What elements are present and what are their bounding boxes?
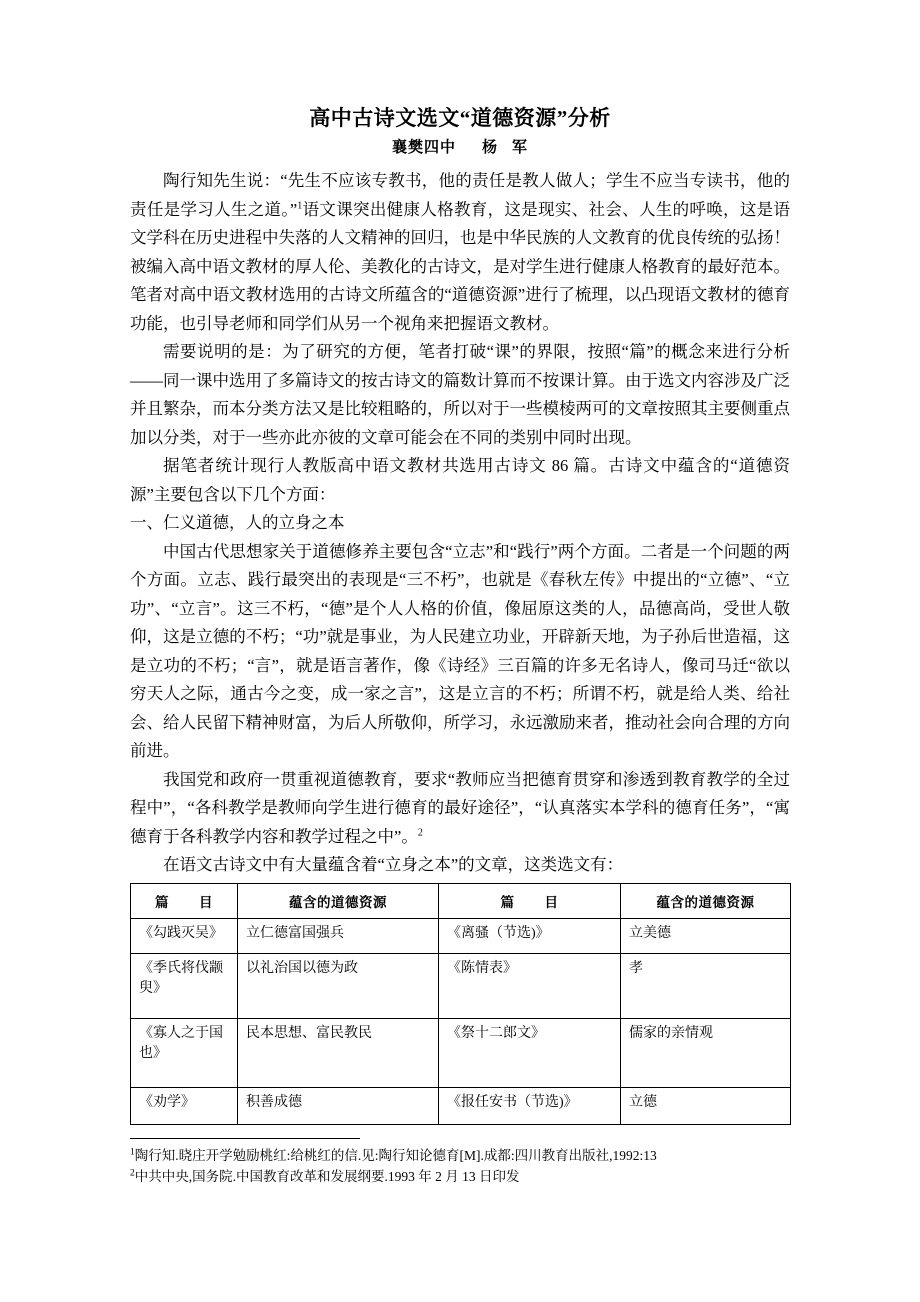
byline-school: 襄樊四中: [391, 138, 456, 157]
paragraph-statistics: 据笔者统计现行人教版高中语文教材共选用古诗文 86 篇。古诗文中蕴含的“道德资源”主要包含以下几个方面：: [130, 456, 790, 504]
cell-left-title: 《劝学》: [131, 1087, 238, 1124]
footnote-separator-rule: [130, 1138, 360, 1139]
cell-right-title: 《离骚（节选)》: [439, 918, 621, 953]
cell-left-resource: 民本思想、富民教民: [238, 1018, 439, 1087]
document-body: [130, 104, 790, 1125]
table-row: [131, 918, 791, 953]
paragraph-intro-rest: 语文课突出健康人格教育，这是现实、社会、人生的呼唤，这是语文学科在历史进程中失落的人文精神的回归，也是中华民族的人文教育的优良传统的弘扬！被编入高中语文教材的厚人伦、美教化的古诗文，是对学生进行健康人格教育的最好范本。笔者对高中语文教材选用的古诗文所蕴含的“道德资源”进行了梳理，以凸现语文教材的德育功能，也引导老师和同学们从另一个视角来把握语文教材。: [130, 199, 791, 333]
byline: [130, 136, 790, 157]
table-row: [131, 953, 791, 1018]
cell-left-resource: 以礼治国以德为政: [238, 953, 439, 1018]
footnote-section: [130, 1138, 830, 1187]
cell-right-resource: 立德: [621, 1087, 791, 1124]
cell-right-title: 《报任安书（节选)》: [439, 1087, 621, 1124]
cell-left-resource: 立仁德富国强兵: [238, 918, 439, 953]
column-header-title-1: [131, 883, 238, 918]
byline-author-surname: 杨: [481, 138, 498, 157]
table-row: [131, 1018, 791, 1087]
paragraph-policy: [130, 766, 790, 852]
cell-left-title: 《勾践灭吴》: [131, 918, 238, 953]
footnote-2-text: 中共中央,国务院.中国教育改革和发展纲要.1993 年 2 月 13 日印发: [134, 1169, 520, 1184]
header-text-mu-1: 目: [199, 894, 213, 911]
paragraph-intro: [130, 167, 790, 338]
cell-right-title: 《祭十二郎文》: [439, 1018, 621, 1087]
header-text-pian-1: 篇: [155, 894, 169, 911]
column-header-resource-2: 蕴含的道德资源: [621, 883, 791, 918]
cell-left-title: 《寡人之于国也》: [131, 1018, 238, 1087]
table-row: [131, 1087, 791, 1124]
cell-right-title: 《陈情表》: [439, 953, 621, 1018]
paragraph-intro-quote: 陶行知先生说：“先生不应该专教书，他的责任是教人做人；学生不应当专读书，他的责任是学习人生之道。”: [130, 171, 790, 219]
byline-author-given: 军: [512, 138, 529, 157]
column-header-title-2: [439, 883, 621, 918]
cell-right-resource: 立美德: [621, 918, 791, 953]
footnote-1: [130, 1145, 830, 1166]
footnote-1-text: 陶行知.晓庄开学勉励桃红:给桃红的信.见:陶行知论德育[M].成都:四川教育出版社,1992:13: [134, 1148, 657, 1163]
moral-resources-table: [130, 883, 791, 1125]
footnote-2-marker: 2: [130, 1168, 135, 1179]
footnote-1-marker: 1: [130, 1147, 135, 1158]
paragraph-three-immortals: 中国古代思想家关于道德修养主要包含“立志”和“践行”两个方面。二者是一个问题的两个方面。立志、践行最突出的表现是“三不朽”，也就是《春秋左传》中提出的“立德”、“立功”、“立言”。这三不朽，“德”是个人人格的价值，像屈原这类的人，品德高尚，受世人敬仰，这是立德的不朽；“功”就是事业，为人民建立功业，开辟新天地，为子孙后世造福，这是立功的不朽；“言”，就是语言著作，像《诗经》三百篇的许多无名诗人，像司马迁“欲以穷天人之际，通古今之变，成一家之言”，这是立言的不朽；所谓不朽，就是给人类、给社会、给人民留下精神财富，为后人所敬仰，所学习，永远激励来者，推动社会向合理的方向前进。: [130, 541, 790, 761]
paragraph-table-lead-in: 在语文古诗文中有大量蕴含着“立身之本”的文章，这类选文有：: [163, 855, 624, 875]
cell-right-resource: 儒家的亲情观: [621, 1018, 791, 1087]
header-text-pian-2: 篇: [500, 894, 515, 911]
footnote-ref-2: 2: [417, 827, 423, 839]
paragraph-policy-text: 我国党和政府一贯重视道德教育，要求“教师应当把德育贯穿和渗透到教育教学的全过程中”，“各科教学是教师向学生进行德育的最好途径”，“认真落实本学科的德育任务”，“寓德育于各科教学内容和教学过程之中”。: [130, 769, 790, 846]
table-header-row: [131, 883, 791, 918]
footnote-2: [130, 1166, 830, 1187]
paragraph-method: 需要说明的是：为了研究的方便，笔者打破“课”的界限，按照“篇”的概念来进行分析——同一课中选用了多篇诗文的按古诗文的篇数计算而不按课计算。由于选文内容涉及广泛并且繁杂，而本分类方法又是比较粗略的，所以对于一些模棱两可的文章按照其主要侧重点加以分类，对于一些亦此亦彼的文章可能会在不同的类别中同时出现。: [130, 342, 790, 447]
section-heading-1: 一、仁义道德，人的立身之本: [130, 513, 345, 533]
header-text-mu-2: 目: [544, 894, 559, 911]
cell-right-resource: 孝: [621, 953, 791, 1018]
column-header-resource-1: 蕴含的道德资源: [238, 883, 439, 918]
cell-left-title: 《季氏将伐颛臾》: [131, 953, 238, 1018]
cell-left-resource: 积善成德: [238, 1087, 439, 1124]
page-title: 高中古诗文选文“道德资源”分析: [309, 106, 611, 130]
footnote-ref-1: 1: [297, 200, 303, 212]
